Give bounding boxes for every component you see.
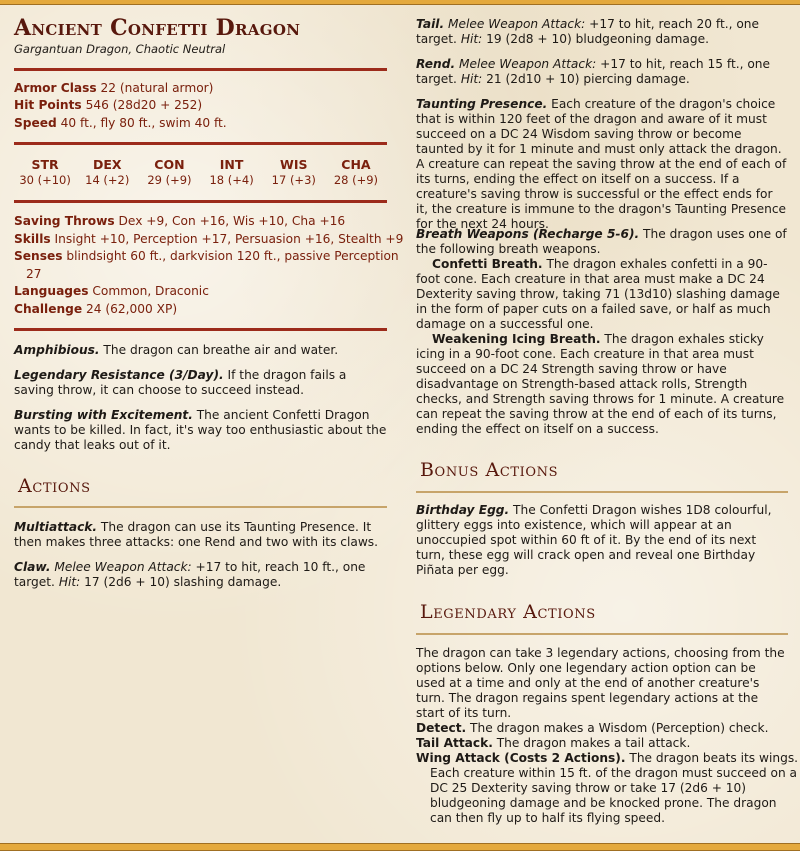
challenge-value: 24 (62,000 XP) [86,302,178,316]
top-border [0,0,800,5]
legendary-text: The dragon makes a tail attack. [496,736,691,750]
breath-text: The dragon exhales sticky icing in a 90-foot cone. Each creature in that area must succeed on a DC 24 Strength saving throw or have disadvantage on Strength-based attack rolls, Strength checks, and Strength saving throws for 1 minute. A creature can repeat the saving throw at the end of each of its turns, ending the effect on itself on a success. [416,332,785,436]
ability-dex [76,156,138,188]
action-taunting-presence [416,97,788,232]
senses-value: blindsight 60 ft., darkvision 120 ft., passive Perception [66,249,399,263]
ability-int [201,156,263,188]
bonus-birthday-egg [416,503,788,578]
action-name: Multiattack. [14,520,98,534]
trait-amphibious [14,343,387,358]
hit-label: Hit: [460,32,483,46]
action-text: The dragon uses one of the following breath weapons. [416,227,787,256]
bottom-border [0,843,800,851]
speed-value: 40 ft., fly 80 ft., swim 40 ft. [60,116,227,130]
ability-score: 29 (+9) [147,173,192,187]
senses-continuation: 27 [26,267,42,281]
ability-wis [263,156,325,188]
ability-name: STR [31,157,59,172]
heading-underline [14,506,387,508]
speed-line [14,116,227,131]
action-name: Claw. [14,560,51,574]
action-claw [14,560,387,590]
saving-throws-value: Dex +9, Con +16, Wis +10, Cha +16 [118,214,346,228]
breath-confetti [416,257,788,332]
hit-label: Hit: [58,575,81,589]
armor-class-line [14,81,213,96]
ability-name: CON [154,157,185,172]
hit-text: 19 (2d8 + 10) bludgeoning damage. [486,32,709,46]
languages-value: Common, Draconic [92,284,209,298]
legendary-wing-attack [416,751,800,826]
trait-bursting [14,408,387,453]
trait-text: The ancient Confetti Dragon wants to be killed. In fact, it's way too enthusiastic about the candy that leaks out of it. [14,408,387,452]
legendary-detect [416,721,800,736]
attack-type: Melee Weapon Attack: [54,560,192,574]
breath-icing [416,332,788,437]
action-breath-weapons [416,227,788,257]
ability-name: CHA [341,157,371,172]
speed-label: Speed [14,116,57,130]
skills-label: Skills [14,232,51,246]
actions-heading: Actions [18,475,91,497]
breath-name: Weakening Icing Breath. [432,332,601,346]
action-text: +17 to hit, reach 15 ft., one target. [416,57,771,86]
legendary-intro: The dragon can take 3 legendary actions, choosing from the options below. Only one legendary action option can be used at a time and only at the end of another creature's turn. The dragon regains spent legendary actions at the start of its turn. [416,646,785,720]
ability-name: WIS [280,157,308,172]
bonus-text: The Confetti Dragon wishes 1D8 colourful, glittery eggs into existence, which will appear at an unoccupied spot within 60 ft of it. By the end of its next turn, these egg will crack open and reveal one Birthday Piñata per egg. [416,503,772,577]
legendary-text: The dragon beats its wings. Each creature within 15 ft. of the dragon must succeed on a DC 25 Dexterity saving throw or take 17 (2d6 + 10) bludgeoning damage and be knocked prone. The dragon can then fly up to half its flying speed. [430,751,799,825]
armor-class-label: Armor Class [14,81,97,95]
action-multiattack [14,520,387,550]
action-tail [416,17,788,47]
trait-legendary-resistance [14,368,387,398]
legendary-name: Wing Attack (Costs 2 Actions). [416,751,626,765]
hit-text: 21 (2d10 + 10) piercing damage. [486,72,690,86]
stat-divider [14,200,387,203]
stat-divider [14,328,387,331]
languages-line [14,284,209,299]
ability-name: DEX [92,157,122,172]
action-name: Tail. [416,17,445,31]
action-text: +17 to hit, reach 20 ft., one target. [416,17,760,46]
ability-con [138,156,200,188]
action-name: Breath Weapons (Recharge 5-6). [416,227,640,241]
action-name: Rend. [416,57,456,71]
skills-line [14,232,403,247]
stat-divider [14,68,387,71]
senses-line [14,249,399,264]
action-text: Each creature of the dragon's choice that is within 120 feet of the dragon and aware of it must succeed on a DC 24 Wisdom saving throw or become taunted by it for 1 minute and must only attack the dragon. A creature can repeat the saving throw at the end of each of its turns, ending the effect on itself on a success. If a creature's saving throw is successful or the effect ends for it, the creature is immune to the dragon's Taunting Presence for the next 24 hours. [416,97,787,231]
hit-points-line [14,98,202,113]
armor-class-value: 22 (natural armor) [100,81,214,95]
trait-text: If the dragon fails a saving throw, it can choose to succeed instead. [14,368,347,397]
legendary-text: The dragon makes a Wisdom (Perception) check. [470,721,769,735]
ability-cha [325,156,387,188]
monster-name: Ancient Confetti Dragon [14,15,301,41]
action-text: +17 to hit, reach 10 ft., one target. [14,560,366,589]
stat-divider [14,142,387,145]
legendary-tail-attack [416,736,800,751]
hit-points-value: 546 (28d20 + 252) [85,98,203,112]
skills-value: Insight +10, Perception +17, Persuasion +16, Stealth +9 [54,232,404,246]
monster-meta: Gargantuan Dragon, Chaotic Neutral [14,42,226,56]
breath-name: Confetti Breath. [432,257,543,271]
trait-name: Amphibious. [14,343,100,357]
challenge-line [14,302,177,317]
ability-score: 17 (+3) [271,173,316,187]
trait-text: The dragon can breathe air and water. [103,343,339,357]
bonus-name: Birthday Egg. [416,503,510,517]
heading-underline [416,491,788,493]
ability-score: 14 (+2) [85,173,130,187]
hit-points-label: Hit Points [14,98,82,112]
trait-name: Legendary Resistance (3/Day). [14,368,224,382]
ability-str [14,156,76,188]
saving-throws-label: Saving Throws [14,214,115,228]
saving-throws-line [14,214,345,229]
action-rend [416,57,788,87]
legendary-name: Detect. [416,721,467,735]
bonus-actions-heading: Bonus Actions [420,459,559,481]
ability-score: 28 (+9) [333,173,379,187]
hit-label: Hit: [460,72,483,86]
ability-score: 30 (+10) [19,173,71,187]
ability-name: INT [219,157,244,172]
attack-type: Melee Weapon Attack: [458,57,597,71]
ability-scores [14,156,387,188]
legendary-name: Tail Attack. [416,736,493,750]
breath-text: The dragon exhales confetti in a 90-foot cone. Each creature in that area must make a DC 24 Dexterity saving throw, taking 71 (13d10) slashing damage in the form of paper cuts on a failed save, or half as much damage on a successful one. [416,257,780,331]
challenge-label: Challenge [14,302,83,316]
heading-underline [416,633,788,635]
action-text: The dragon can use its Taunting Presence. It then makes three attacks: one Rend and two with its claws. [14,520,379,549]
legendary-actions-heading: Legendary Actions [420,601,596,623]
languages-label: Languages [14,284,89,298]
ability-score: 18 (+4) [209,173,254,187]
attack-type: Melee Weapon Attack: [447,17,586,31]
action-name: Taunting Presence. [416,97,548,111]
hit-text: 17 (2d6 + 10) slashing damage. [84,575,282,589]
senses-label: Senses [14,249,63,263]
trait-name: Bursting with Excitement. [14,408,193,422]
